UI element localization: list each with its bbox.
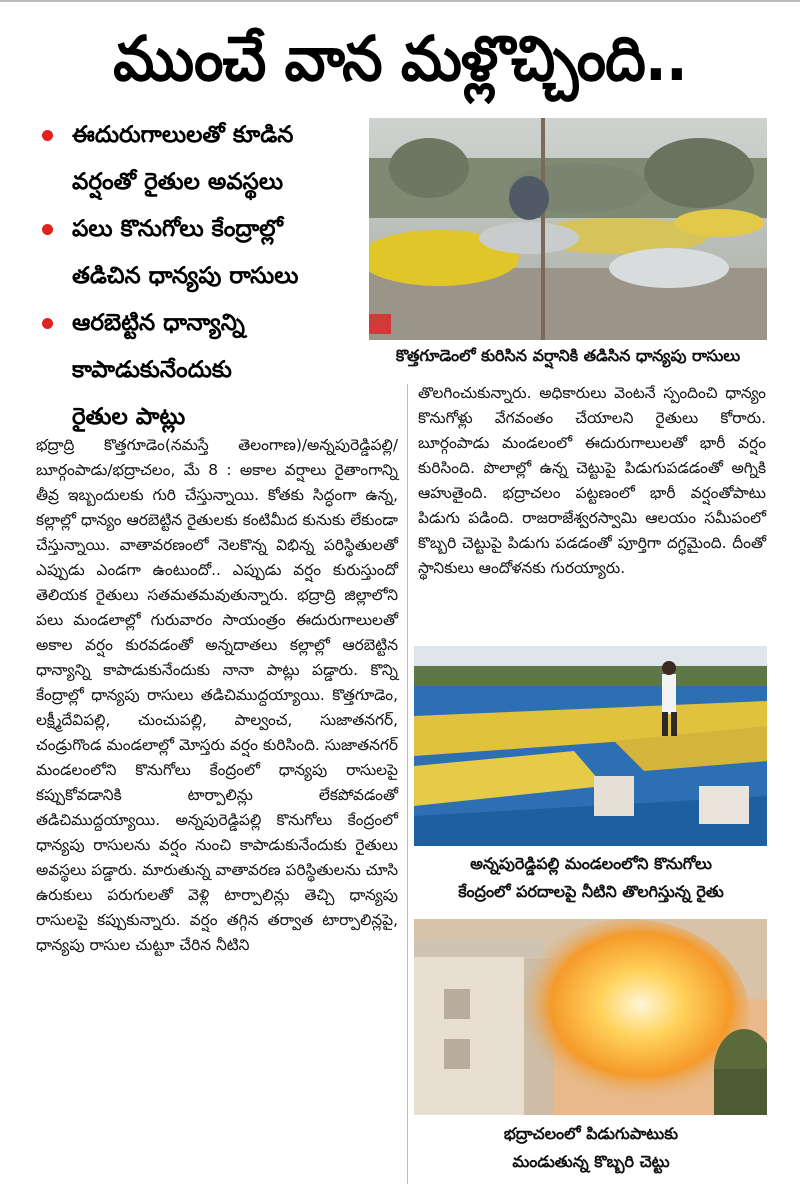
bullet-dot-icon — [42, 224, 53, 235]
photo-farmer-on-tarpaulins — [414, 646, 767, 846]
bullet-1-line-1: ఈదురుగాలులతో కూడిన — [34, 112, 364, 159]
photo-burning-coconut-tree-caption: భద్రాచలంలో పిడుగుపాటుకు మండుతున్న కొబ్బరి చెట్టు — [503, 1124, 679, 1171]
highlight-bullets — [34, 112, 364, 441]
photo-farmer-on-tarpaulins-caption: అన్నపురెడ్డిపల్లి మండలంలోని కొనుగోలు కేంద్రంలో పరదాలపై నీటిని తొలగిస్తున్న రైతు — [458, 854, 724, 901]
photo-wet-grain-heaps-caption: కొత్తగూడెంలో కురిసిన వర్షానికి తడిసిన ధాన్యపు రాసులు — [395, 346, 741, 365]
top-rule — [0, 0, 800, 2]
photo-farmer-on-tarpaulins-image — [414, 646, 767, 846]
column-divider — [407, 384, 408, 1184]
bullet-3-line-2: కాపాడుకునేందుకు — [72, 357, 232, 383]
bullet-2-line-2: తడిచిన ధాన్యపు రాసులు — [72, 263, 299, 289]
bullet-1-line-2: వర్షంతో రైతుల అవస్థలు — [72, 169, 284, 195]
bullet-2-line-1: పలు కొనుగోలు కేంద్రాల్లో — [34, 206, 364, 253]
bullet-3-line-1: ఆరబెట్టిన ధాన్యాన్ని — [34, 300, 364, 347]
bullet-3-line-3: రైతుల పాట్లు — [72, 404, 186, 430]
photo-wet-grain-heaps — [369, 118, 767, 340]
photo-burning-coconut-tree-image — [414, 919, 767, 1115]
article-left-column: భద్రాద్రి కొత్తగూడెం(నమస్తే తెలంగాణ)/అన్నపురెడ్డిపల్లి/ బూర్గంపాడు/భద్రాచలం, మే 8 : అకాల వర్షాలు రైతాంగాన్ని తీవ్ర ఇబ్బందులకు గురి చేస్తున్నాయి. కోతకు సిద్ధంగా ఉన్న, కల్లాల్లో ధాన్యం ఆరబెట్టిన రైతులకు కంటిమీద కునుకు లేకుండా చేస్తున్నాయి. వాతావరణంలో నెలకొన్న విభిన్న పరిస్థితులతో ఎప్పుడు ఎండగా ఉంటుందో.. ఎప్పుడు వర్షం కురుస్తుందో తెలియక రైతులు సతమతమవుతున్నారు. భద్రాద్రి జిల్లాలోని పలు మండలాల్లో గురువారం సాయంత్రం ఈదురుగాలులతో అకాల వర్షం కురవడంతో అన్నదాతలు కల్లాల్లో ఆరబెట్టిన ధాన్యాన్ని కాపాడుకునేందుకు నానా పాట్లు పడ్డారు. కొన్ని కేంద్రాల్లో ధాన్యపు రాసులు తడిచిముద్దయ్యాయి. కొత్తగూడెం, లక్ష్మీదేవిపల్లి, చుంచుపల్లి, పాల్వంచ, సుజాతనగర్, చండ్రుగొండ మండలాల్లో మోస్తరు వర్షం కురిసింది. సుజాతనగర్ మండలంలోని కొనుగోలు కేంద్రంలో ధాన్యపు రాసులపై కప్పుకోవడానికి టార్పాలిన్లు లేకపోవడంతో తడిచిముద్దయ్యాయి. అన్నపురెడ్డిపల్లి కొనుగోలు కేంద్రంలో ధాన్యపు రాసులను వర్షం నుంచి కాపాడుకునేందుకు రైతులు అవస్థలు పడ్డారు. మారుతున్న వాతావరణ పరిస్థితులను చూసి ఉరుకులు పరుగులతో వెళ్లి టార్పాలిన్లు తెచ్చి ధాన్యపు రాసులపై కప్పుకున్నారు. వర్షం తగ్గిన తర్వాత టార్పాలిన్లపై, ధాన్యపు రాసుల చుట్టూ చేరిన నీటిని — [36, 436, 398, 954]
photo-burning-coconut-tree — [414, 919, 767, 1115]
article-right-column: తొలగించుకున్నారు. అధికారులు వెంటనే స్పందించి ధాన్యం కొనుగోళ్లు వేగవంతం చేయాలని రైతులు కోరారు. బూర్గంపాడు మండలంలో ఈదురుగాలులతో భారీ వర్షం కురిసింది. పొలాల్లో ఉన్న చెట్టుపై పిడుగుపడడంతో అగ్నికి ఆహుతైంది. భద్రాచలం పట్టణంలో భారీ వర్షంతోపాటు పిడుగు పడింది. రాజరాజేశ్వరస్వామి ఆలయం సమీపంలో కొబ్బరి చెట్టుపై పిడుగు పడడంతో పూర్తిగా దగ్ధమైంది. దీంతో స్థానికులు ఆందోళనకు గురయ్యారు. — [418, 384, 766, 577]
bullet-dot-icon — [42, 130, 53, 141]
bullet-dot-icon — [42, 318, 53, 329]
photo-wet-grain-heaps-image — [369, 118, 767, 340]
page-title: ముంచే వాన మళ్లొచ్చింది.. — [113, 22, 687, 95]
